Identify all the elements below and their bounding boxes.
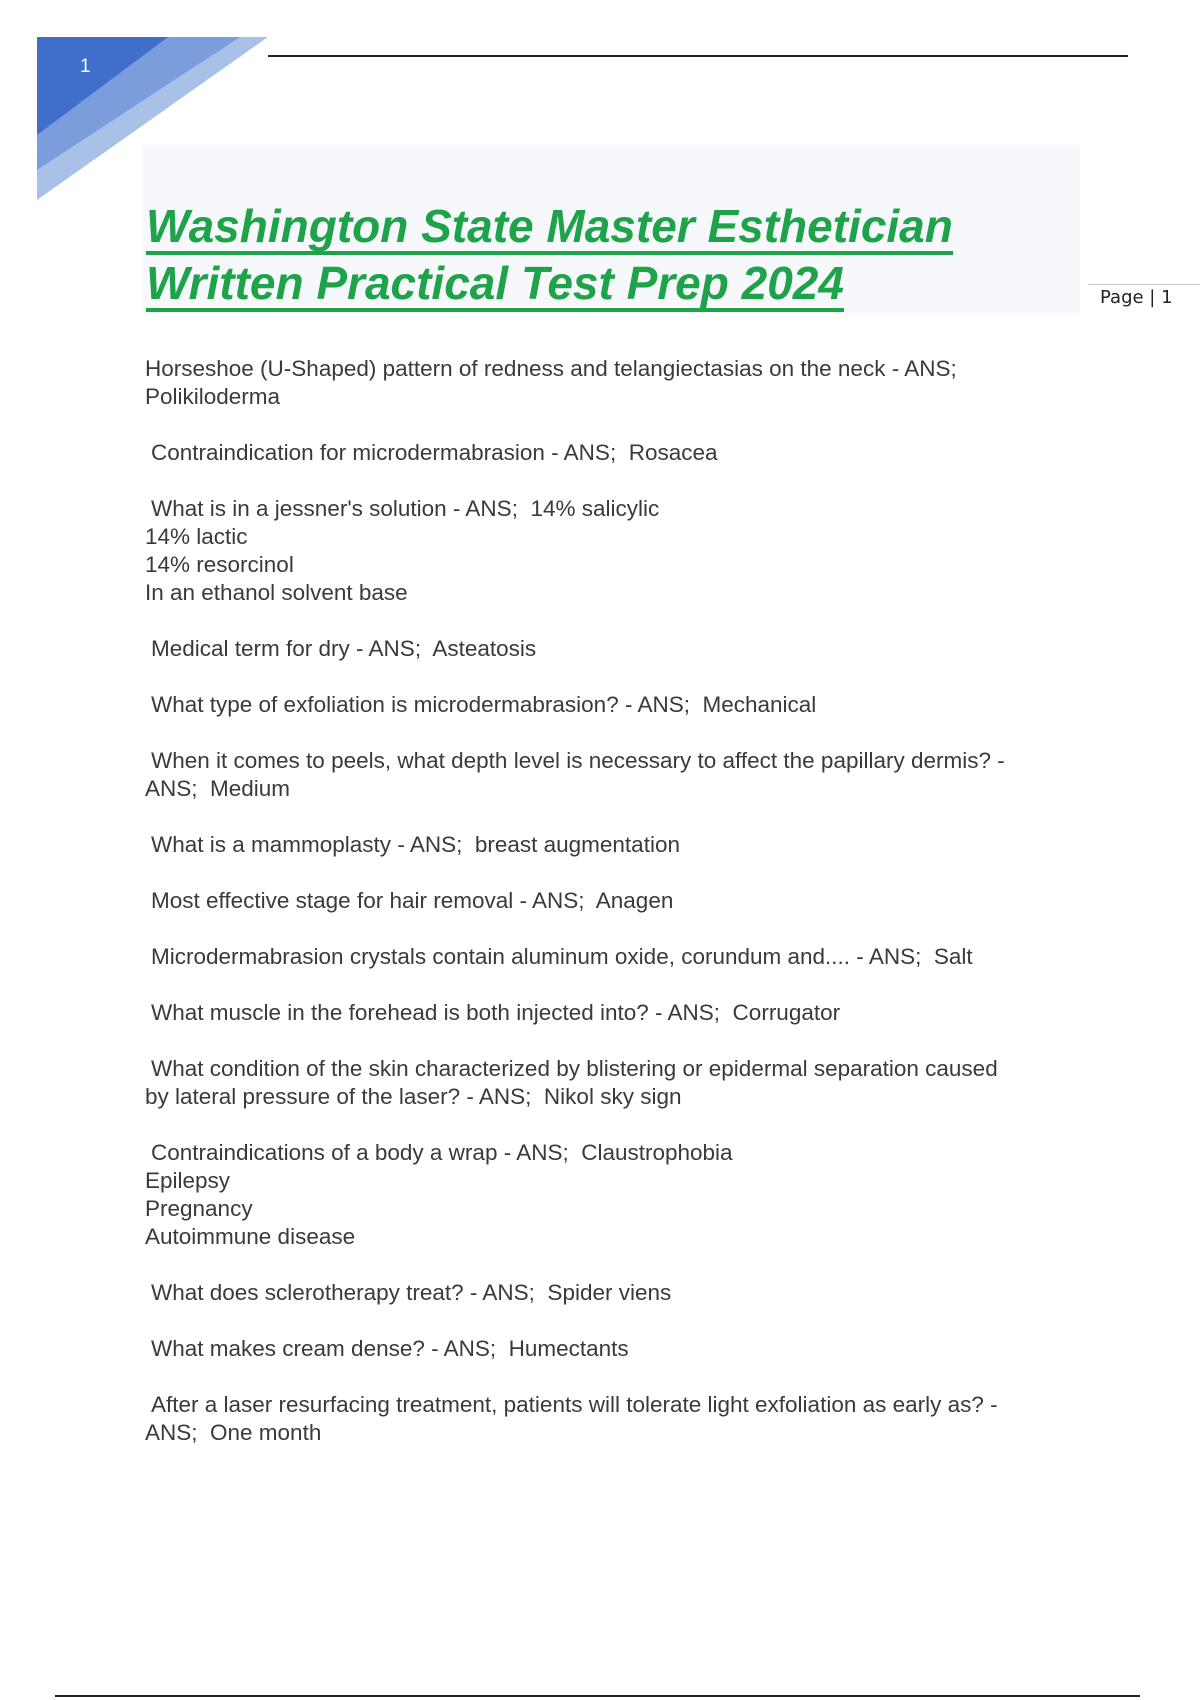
page-label-rule xyxy=(1088,284,1200,285)
qa-answer-line: Polikiloderma xyxy=(145,384,281,409)
qa-question: What type of exfoliation is microdermabrasion? - ANS; Mechanical xyxy=(151,692,817,717)
qa-item xyxy=(145,1055,1075,1111)
qa-item xyxy=(145,635,1075,663)
qa-answer-line: by lateral pressure of the laser? - ANS; Nikol sky sign xyxy=(145,1084,682,1109)
qa-item xyxy=(145,355,1075,411)
qa-question: Microdermabrasion crystals contain aluminum oxide, corundum and.... - ANS; Salt xyxy=(151,944,973,969)
qa-answer-line: ANS; Medium xyxy=(145,776,291,801)
qa-item xyxy=(145,1391,1075,1447)
qa-answer-line: Pregnancy xyxy=(145,1196,253,1221)
title-line-1: Washington State Master Esthetician xyxy=(146,201,953,255)
qa-item xyxy=(145,1279,1075,1307)
qa-answer-line: Autoimmune disease xyxy=(145,1224,356,1249)
qa-question: What does sclerotherapy treat? - ANS; Spider viens xyxy=(151,1280,672,1305)
qa-item xyxy=(145,887,1075,915)
qa-answer-line: ANS; One month xyxy=(145,1420,322,1445)
qa-item xyxy=(145,999,1075,1027)
qa-item xyxy=(145,831,1075,859)
qa-answer-line: 14% lactic xyxy=(145,524,248,549)
qa-question: What makes cream dense? - ANS; Humectants xyxy=(151,1336,629,1361)
qa-list xyxy=(145,355,1075,1475)
qa-question: What muscle in the forehead is both injected into? - ANS; Corrugator xyxy=(151,1000,841,1025)
qa-question: What is in a jessner's solution - ANS; 14% salicylic xyxy=(151,496,660,521)
qa-answer-line: 14% resorcinol xyxy=(145,552,294,577)
qa-question: Contraindications of a body a wrap - ANS; Claustrophobia xyxy=(151,1140,733,1165)
qa-answer-line: Epilepsy xyxy=(145,1168,231,1193)
qa-item xyxy=(145,1335,1075,1363)
qa-item xyxy=(145,439,1075,467)
qa-question: What condition of the skin characterized by blistering or epidermal separation caused xyxy=(151,1056,998,1081)
top-rule xyxy=(268,55,1128,57)
page-number-badge: 1 xyxy=(80,56,91,77)
qa-item xyxy=(145,691,1075,719)
qa-question: Most effective stage for hair removal - ANS; Anagen xyxy=(151,888,674,913)
qa-question: Horseshoe (U-Shaped) pattern of redness and telangiectasias on the neck - ANS; xyxy=(145,356,957,381)
qa-question: What is a mammoplasty - ANS; breast augmentation xyxy=(151,832,680,857)
qa-item xyxy=(145,747,1075,803)
qa-question: Medical term for dry - ANS; Asteatosis xyxy=(151,636,537,661)
qa-item xyxy=(145,495,1075,607)
qa-question: After a laser resurfacing treatment, patients will tolerate light exfoliation as early as? - xyxy=(151,1392,998,1417)
bottom-rule xyxy=(55,1695,1140,1697)
qa-question: When it comes to peels, what depth level is necessary to affect the papillary dermis? - xyxy=(151,748,1005,773)
qa-answer-line: In an ethanol solvent base xyxy=(145,580,408,605)
qa-question: Contraindication for microdermabrasion - ANS; Rosacea xyxy=(151,440,718,465)
page-label: Page | 1 xyxy=(1100,287,1173,308)
qa-item xyxy=(145,943,1075,971)
document-title xyxy=(146,198,953,312)
title-line-2: Written Practical Test Prep 2024 xyxy=(146,258,844,312)
qa-item xyxy=(145,1139,1075,1251)
